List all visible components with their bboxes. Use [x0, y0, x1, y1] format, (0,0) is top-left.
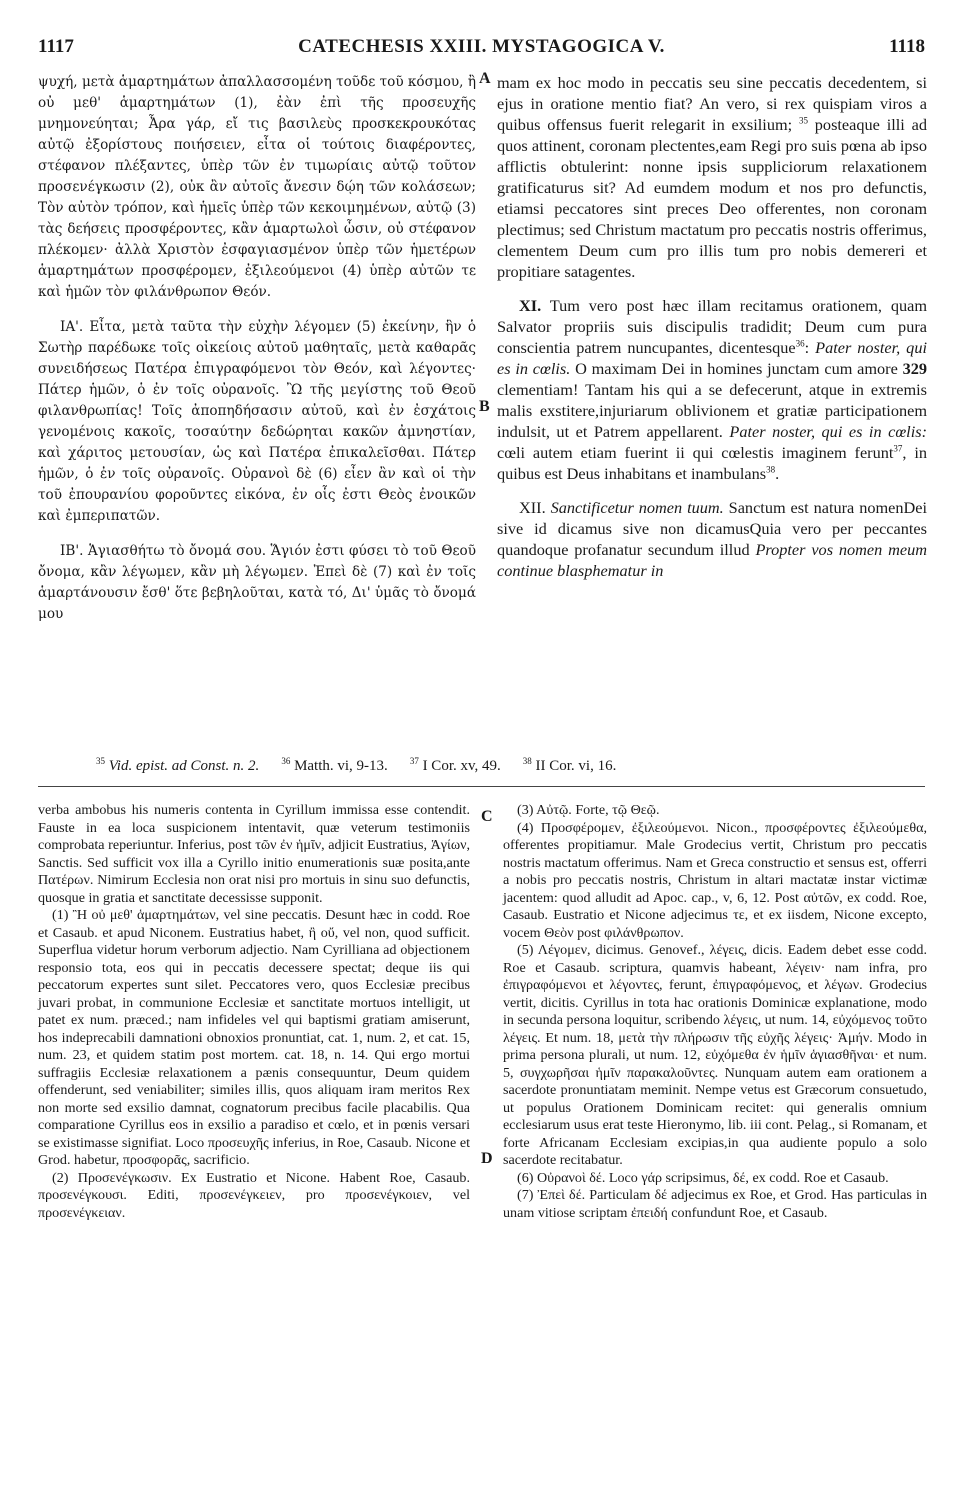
greek-section-12: ΙΒ'. Ἁγιασθήτω τὸ ὄνομά σου. Ἅγιόν ἐστι φύσει τὸ τοῦ Θεοῦ ὄνομα, κἂν λέγωμεν, κἂν μὴ λέγωμεν. Ἐπεὶ δὲ (7) καὶ ἐν τοῖς ἁμαρτάνουσιν ἔσθ' ὅτε βεβηλοῦται, κατὰ τό, Δι' ὑμᾶς τὸ ὄνομά μου	[38, 543, 476, 622]
footnote-ref-38: 38	[766, 464, 776, 475]
footnote-ref-35: 35	[798, 115, 808, 126]
page-header	[38, 36, 925, 60]
latin-column	[497, 72, 927, 581]
footnote-ref-36: 36	[795, 338, 805, 349]
notes-right-column	[503, 802, 927, 1222]
greek-section-12-number: ΙΒ'.	[60, 543, 84, 559]
reference-35: $^{35}$ Vid. epist. ad Const. n. 2.	[96, 756, 260, 774]
footnote-ref-37: 37	[893, 443, 903, 454]
page-number-left: 1117	[38, 36, 74, 57]
note-6: (6) Οὐρανοὶ δέ. Loco γάρ scripsimus, δέ, ex codd. Roe et Casaub.	[517, 1169, 889, 1186]
latin-section-11: XI. Tum vero post hæc illam recitamus orationem, quam Salvator propriis suis discipulis tradidit; Deum cum pura conscientia patrem nuncupantes, dicentesque$^{36}$: Pater noster, qui es in cœlis. O maximam Dei in homines junctam cum amore 329 clementiam! Tantam his qui a se defecerunt, atque in extremis malis exstitere,injuriarum oblivionem et gratiæ participationem indulsit, ut et Patrem appellarent. Pater noster, qui es in cœlis: cœli autem etiam fuerint ii qui cœlestis imaginem ferunt$^{37}$, in quibus est Deus inhabitans et inambulans$^{38}$.	[497, 296, 928, 483]
latin-paragraph-1: mam ex hoc modo in peccatis seu sine peccatis decedentem, si ejus in oratione mentio fiat? An vero, si rex quispiam viros a quibus offensus fuerit relegarit in exsilium; $^{35}$ posteaque illi ad quos attinent, coronam plectentes,eam Regi pro suis pœna ab ipso afflictis obtulerint: nonne ipsis suppliciorum relaxationem gratificaturus sit? Ad eumdem modum et nos pro defunctis, etiamsi peccatores sint preces Deo offerentes, non coronam plectimus; sed Christum mactatum pro peccatis nostris offerimus, clementem Deum cum pro illis tum pro nobis demereri et propitiare satagentes.	[497, 73, 927, 281]
reference-37: $^{37}$ I Cor. xv, 49.	[409, 756, 501, 774]
latin-section-12: XII. Sanctificetur nomen tuum. Sanctum est natura nomenDei sive id dicamus sive non dicamusQuia vero per peccantes quandoque profanatur secundum illud Propter vos nomen meum continue blasphematur in	[497, 498, 928, 580]
latin-section-12-number: XII.	[519, 498, 546, 517]
note-continuation: verba ambobus his numeris contenta in Cyrillum immissa esse contendit. Fauste in ea loca suspicionem intentavit, quæ veterum testimoniis comprobata reperiuntur. Inferius, post τῶν ἐν ἡμῖν, adjicit Eustratius, Ἁγίων, Sanctis. Sed sufficit vox illa a Cyrillo initio enumerationis suæ posita,ante Πατέρων. Nimirum Ecclesia non orat nisi pro mortuis in sinu suo defunctis, quosque in gratia et sanctitate decessisse supponit.	[38, 802, 470, 906]
margin-marker-d: D	[481, 1150, 493, 1167]
reference-38: $^{38}$ II Cor. vi, 16.	[522, 756, 617, 774]
page-number-right: 1118	[889, 36, 925, 57]
note-4: (4) Προσφέρομεν, ἐξιλεούμενοι. Nicon., προσφέροντες ἐξιλεούμεθα, offerentes propitiamur. Male Grodecius vertit, Christum pro peccatis nostris mactatum offerimus. Nam et Greca constructio et sensus est, offerri a nobis pro peccatis nostris, Christum in altari mactatæ instar victimæ jacentem: quod alludit ad Apoc. cap., v, 6, 12. Post αὐτῶν, ex codd. Roe, Casaub. Eustratio et Nicone adjecimus τε, et ex iisdem, Nicone excepto, vocem Θεὸν post φιλάνθρωπον.	[503, 819, 927, 941]
note-2: (2) Προσενέγκωσιν. Ex Eustratio et Nicone. Habent Roe, Casaub. προσενέγκουσι. Editi, προσενέγκειεν, pro προσενέγκοιεν, vel προσενέγκειαν.	[38, 1169, 470, 1221]
column-number: 329	[902, 359, 928, 378]
page-title: CATECHESIS XXIII. MYSTAGOGICA V.	[298, 36, 665, 57]
greek-section-11: ΙΑ'. Εἶτα, μετὰ ταῦτα τὴν εὐχὴν λέγομεν (5) ἐκείνην, ἣν ὁ Σωτὴρ παρέδωκε τοῖς οἰκείοις αὐτοῦ μαθηταῖς, μετὰ καθαρᾶς συνειδήσεως Πατέρα ἐπιγραφόμενοι τὸν Θεόν, καὶ λέγοντες· Πάτερ ἡμῶν, ὁ ἐν τοῖς οὐρανοῖς. Ὢ τῆς μεγίστης τοῦ Θεοῦ φιλανθρωπίας! Τοῖς ἀποπηδήσασιν αὐτοῦ, καὶ ἐν ἐσχάτοις γενομένοις κακοῖς, τοσαύτην δεδώρηται κακῶν ἀμνηστίαν, καὶ χάριτος μετουσίαν, ὡς καὶ Πατέρα ἐπικαλεῖσθαι. Πάτερ ἡμῶν, ὁ ἐν τοῖς οὐρανοῖς. Οὐρανοὶ δὲ (6) εἶεν ἂν καὶ οἱ τὴν τοῦ ἐπουρανίου φοροῦντες εἰκόνα, ἐν οἷς ἐστι Θεὸς ἐνοικῶν καὶ ἐμπεριπατῶν.	[38, 319, 476, 524]
greek-column	[38, 72, 476, 625]
note-1: (1) Ἢ οὐ μεθ' ἁμαρτημάτων, vel sine peccatis. Desunt hæc in codd. Roe et Casaub. et apud Niconem. Eustratius habet, ἢ οὔ, vel non, quod sufficit. Superflua videtur horum verborum adjectio. Nam Cyrilliana ad objectionem responsio tota, eos qui in peccatis decessere spectat; deque iis qui peccatorum expertes sunt silet. Peccatores vero, quos Ecclesiæ precibus juvari probat, in communione Ecclesiæ et sanctitate mortuos intelligit, ut patet ex num. præced.; nam infideles vel qui baptismi gratiam amiserunt, hos indeprecabili damnationi obnoxios pronuntiat, cat. 1, num. 2, et cat. 15, num. 23, et quidem statim post mortem. cat. 18, n. 14. Qui ergo mortui suffragiis Ecclesiæ relaxationem a pænis consequuntur, Deum quidem offenderunt, sed veniabiliter; similes illis, quos aliquam iram meritos Rex non morte sed exsilio damnat, cognatorum precibus facile placabilis. Qua comparatione Cyrillus eos in exsilio a paradiso et cœlo, et in pœnis versari se existimasse signifiat. Loco προσευχῆς inferius, in Roe, Casaub. Nicone et Grod. habetur, προσφορᾶς, sacrificio.	[38, 907, 470, 1168]
note-5: (5) Λέγομεν, dicimus. Genovef., λέγεις, dicis. Eadem debet esse codd. Roe et Casaub. scriptura, quamvis habeant, λέγειν· nam infra, pro ἐπιγραφόμενοι et λέγοντες, ferunt, ἐπιγραφόμενος, et λέγων. Grodecius vertit, dicitis. Cyrillus in tota hac orationis Dominicæ explanatione, modo in secunda persona loquitur, scribendo λέγεις, ut num. 14, εὐχόμενος τοῦτο λέγεις. Et num. 18, μετὰ τὴν πλήρωσιν τῆς εὐχῆς λέγεις· Ἀμήν. Modo in prima persona plurali, ut num. 12, εὐχόμεθα ἐν ἡμῖν ἁγιασθῆναι· et num. 5, συγχωρῆσαι ἡμῖν παρακαλοῦντες. Nunquam autem eam orationem a sacerdote pronuntiatam meminit. Nempe vetus est Græcorum consuetudo, ut populus Orationem Dominicam recitet: qui generalis omnium ecclesiarum usus erat teste Hieronymo, lib. iii cont. Pelag., si Romanam, et forte Africanam Ecclesiam excipias,in qua audiente populo a solo sacerdote recitabatur.	[503, 942, 927, 1168]
margin-marker-c: C	[481, 808, 493, 825]
greek-section-11-number: ΙΑ'.	[60, 319, 84, 335]
notes-left-column	[38, 802, 470, 1222]
note-3: (3) Αὐτῷ. Forte, τῷ Θεῷ.	[517, 802, 660, 818]
margin-marker-b: B	[479, 398, 490, 415]
greek-paragraph-1: ψυχή, μετὰ ἁμαρτημάτων ἀπαλλασσομένη τοῦδε τοῦ κόσμου, ἢ οὐ μεθ' ἁμαρτημάτων (1), ἐὰν ἐπὶ τῆς προσευχῆς μνημονεύηται; Ἆρα γάρ, εἴ τις βασιλεὺς προσκεκρουκότας αὐτῷ ἐξορίστους ποιήσειεν, εἶτα οἱ τούτοις διαφέροντες, στέφανον πλέξαντες, ὑπὲρ τῶν ἐν τιμωρίαις αὐτῷ τοῦτον προσενέγκωσιν (2), οὐκ ἂν αὐτοῖς ἄνεσιν δῴη τῶν κολάσεων; Τὸν αὐτὸν τρόπον, καὶ ἡμεῖς ὑπὲρ τῶν κεκοιμημένων, αὐτῷ (3) τὰς δεήσεις προσφέροντες, κἂν ἁμαρτωλοὶ ὦσιν, οὐ στέφανον πλέκομεν· ἀλλὰ Χριστὸν ἐσφαγιασμένον ὑπὲρ τῶν ἡμετέρων ἁμαρτημάτων προσφέρομεν, ἐξιλεούμενοι (4) ὑπὲρ αὐτῶν τε καὶ ἡμῶν τὸν φιλάνθρωπον Θεόν.	[38, 74, 476, 300]
divider	[38, 786, 925, 787]
scripture-references	[38, 758, 925, 775]
note-7: (7) Ἐπεὶ δέ. Particulam δέ adjecimus ex Roe, et Grod. Has particulas in unam vitiose scriptam ἐπειδή confundunt Roe, et Casaub.	[503, 1187, 927, 1221]
margin-marker-a: A	[479, 70, 491, 87]
latin-section-11-number: XI.	[519, 296, 542, 315]
reference-36: $^{36}$ Matth. vi, 9-13.	[281, 756, 388, 774]
